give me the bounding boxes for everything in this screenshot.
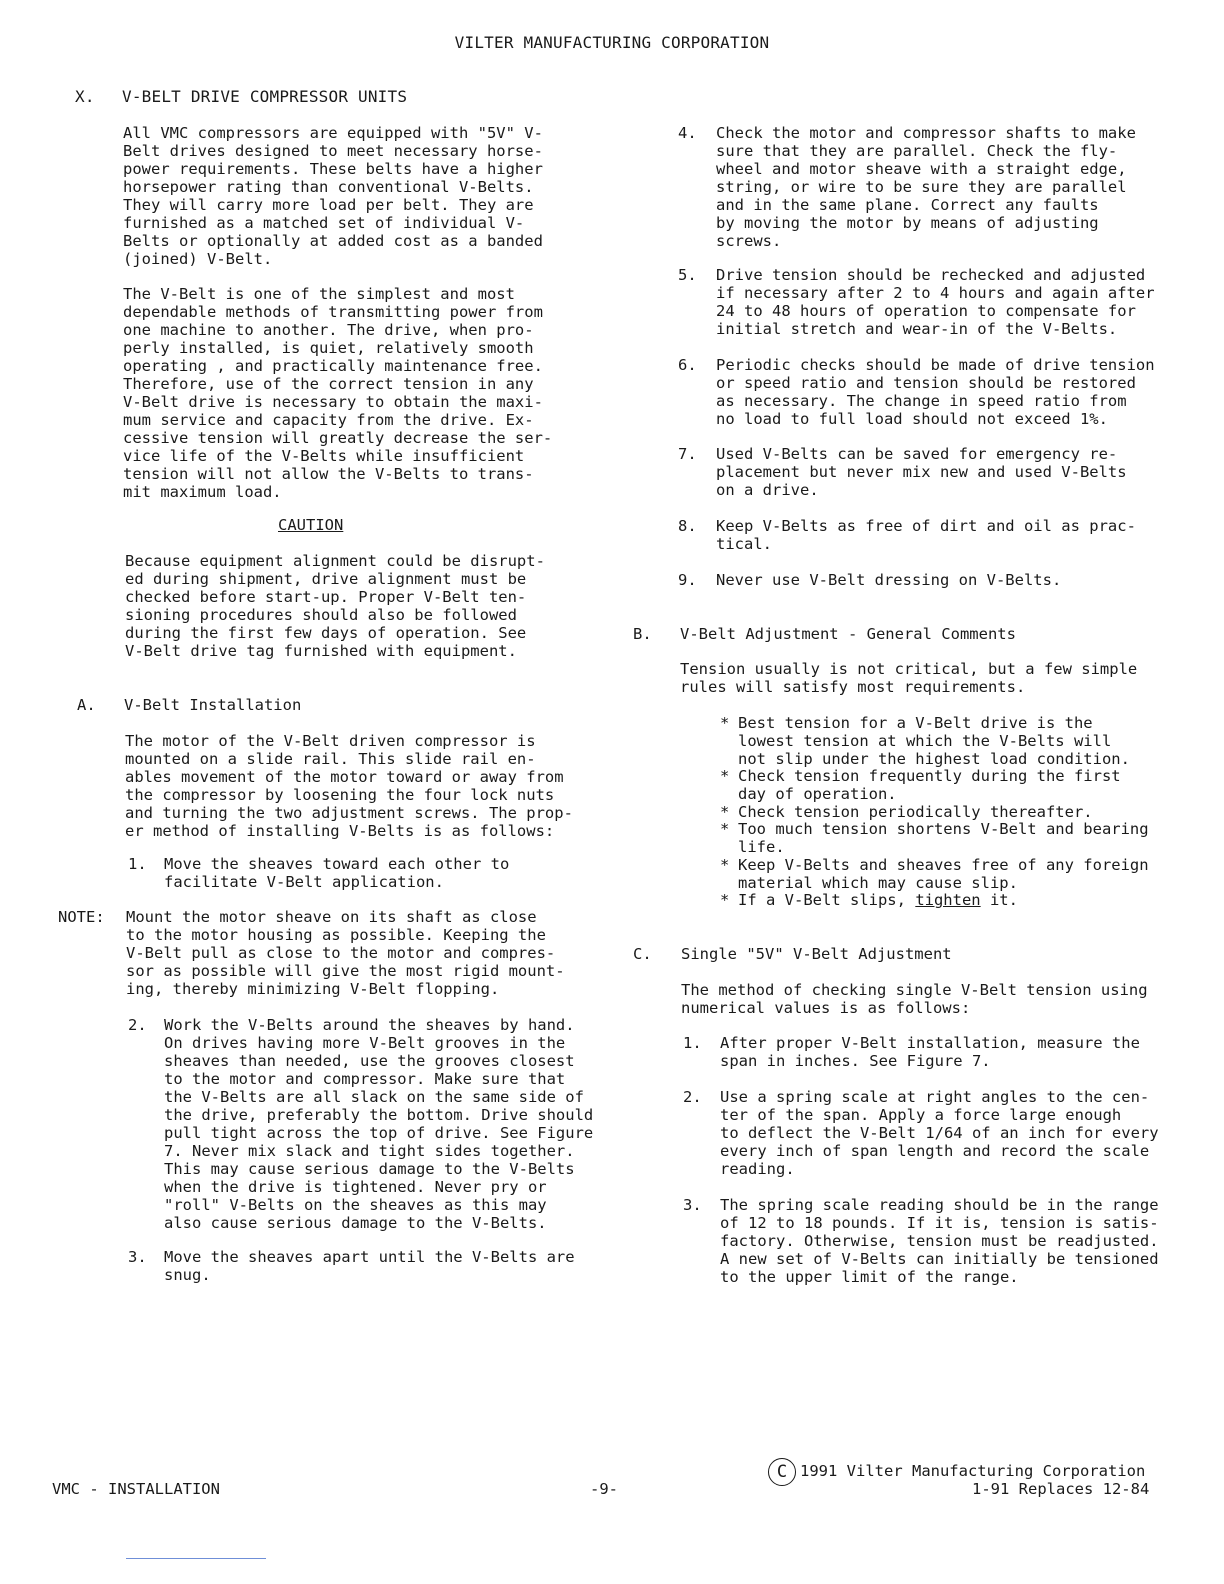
bullet-5-marker: * — [720, 856, 730, 874]
section-a-marker: A. — [77, 696, 96, 714]
step-1-number: 1. — [128, 855, 147, 873]
bullet-6-suffix: it. — [980, 891, 1018, 909]
caution-text: Because equipment alignment could be disrupt- ed during shipment, drive alignment must be checked before start-up. Proper V-Belt ten- sioning procedures should also be followed during the first few days of operation. See V-Belt drive tag furnished with equipment. — [125, 552, 545, 660]
step-3-text: Move the sheaves apart until the V-Belts are snug. — [164, 1248, 575, 1284]
section-b-marker: B. — [633, 625, 652, 643]
step-6-text: Periodic checks should be made of drive tension or speed ratio and tension should be restored as necessary. The change in speed ratio from no load to full load should not exceed 1%. — [716, 356, 1155, 428]
bullet-4-text: Too much tension shortens V-Belt and bearing life. — [738, 820, 1149, 856]
section-a-title: V-Belt Installation — [124, 696, 302, 714]
bottom-rule — [126, 1558, 266, 1559]
bullet-1-text: Best tension for a V-Belt drive is the lowest tension at which the V-Belts will not slip under the highest load condition. — [738, 714, 1130, 768]
adjust-step-3-text: The spring scale reading should be in the range of 12 to 18 pounds. If it is, tension is satis- factory. Otherwise, tension must be readjusted. A new set of V-Belts can initially be tensioned to the upper limit of the range. — [720, 1196, 1159, 1286]
section-c-title: Single "5V" V-Belt Adjustment — [681, 945, 952, 963]
page-header: VILTER MANUFACTURING CORPORATION — [454, 33, 770, 52]
section-x-title: V-BELT DRIVE COMPRESSOR UNITS — [122, 87, 408, 106]
note-text: Mount the motor sheave on its shaft as close to the motor housing as possible. Keeping the V-Belt pull as close to the motor and compres- sor as possible will give the most rigid mount- ing, thereby minimizing V-Belt flopping. — [126, 908, 565, 998]
adjust-step-1-number: 1. — [683, 1034, 702, 1052]
section-b-intro: Tension usually is not critical, but a few simple rules will satisfy most requirements. — [680, 660, 1138, 696]
step-9-text: Never use V-Belt dressing on V-Belts. — [716, 571, 1062, 589]
page-number: -9- — [590, 1480, 618, 1498]
bullet-3-text: Check tension periodically thereafter. — [738, 803, 1093, 821]
bullet-1-marker: * — [720, 714, 730, 732]
step-4-number: 4. — [678, 124, 697, 142]
bullet-6-text — [738, 891, 1178, 909]
step-2-number: 2. — [128, 1016, 147, 1034]
section-a-intro: The motor of the V-Belt driven compressor is mounted on a slide rail. This slide rail en- ables movement of the motor toward or away from the compressor by loosening the four lock nuts and turning the two adjustment screws. The prop- er method of installing V-Belts is as follows: — [125, 732, 573, 840]
adjust-step-2-number: 2. — [683, 1088, 702, 1106]
adjust-step-1-text: After proper V-Belt installation, measure the span in inches. See Figure 7. — [720, 1034, 1140, 1070]
step-6-number: 6. — [678, 356, 697, 374]
bullet-4-marker: * — [720, 820, 730, 838]
bullet-5-text: Keep V-Belts and sheaves free of any foreign material which may cause slip. — [738, 856, 1149, 892]
step-4-text: Check the motor and compressor shafts to make sure that they are parallel. Check the fly- wheel and motor sheave with a straight edge, string, or wire to be sure they are parallel and in the same plane. Correct any faults by moving the motor by means of adjusting screws. — [716, 124, 1136, 250]
revision-text: 1-91 Replaces 12-84 — [972, 1480, 1150, 1498]
section-x-paragraph-1: All VMC compressors are equipped with "5V" V- Belt drives designed to meet necessary horse- power requirements. These belts have a higher horsepower rating than conventional V-Belts. They will carry more load per belt. They are furnished as a matched set of individual V- Belts or optionally at added cost as a banded (joined) V-Belt. — [123, 124, 543, 268]
step-3-number: 3. — [128, 1248, 147, 1266]
section-c-intro: The method of checking single V-Belt tension using numerical values is as follows: — [681, 981, 1148, 1017]
section-x-marker: X. — [75, 87, 95, 106]
step-7-text: Used V-Belts can be saved for emergency re- placement but never mix new and used V-Belts on a drive. — [716, 445, 1127, 499]
step-5-number: 5. — [678, 266, 697, 284]
section-b-title: V-Belt Adjustment - General Comments — [680, 625, 1016, 643]
bullet-6-marker: * — [720, 891, 730, 909]
step-7-number: 7. — [678, 445, 697, 463]
step-9-number: 9. — [678, 571, 697, 589]
adjust-step-3-number: 3. — [683, 1196, 702, 1214]
bullet-2-text: Check tension frequently during the first day of operation. — [738, 767, 1121, 803]
step-2-text: Work the V-Belts around the sheaves by hand. On drives having more V-Belt grooves in the sheaves than needed, use the grooves closest to the motor and compressor. Make sure that the V-Belts are all slack on the same side of the drive, preferably the bottom. Drive should pull tight across the top of drive. See Figure 7. Never mix slack and tight sides together. This may cause serious damage to the V-Belts when the drive is tightened. Never pry or "roll" V-Belts on the sheaves as this may also cause serious damage to the V-Belts. — [164, 1016, 594, 1232]
bullet-3-marker: * — [720, 803, 730, 821]
bullet-2-marker: * — [720, 767, 730, 785]
step-8-number: 8. — [678, 517, 697, 535]
section-x-paragraph-2: The V-Belt is one of the simplest and most dependable methods of transmitting power from one machine to another. The drive, when pro- perly installed, is quiet, relatively smooth operating , and practically maintenance free. Therefore, use of the correct tension in any V-Belt drive is necessary to obtain the maxi- mum service and capacity from the drive. Ex- cessive tension will greatly decrease the ser- vice life of the V-Belts while insufficient tension will not allow the V-Belts to trans- mit maximum load. — [123, 285, 553, 501]
footer-left: VMC - INSTALLATION — [52, 1480, 220, 1498]
caution-heading: CAUTION — [278, 516, 344, 534]
bullet-6-emphasis: tighten — [915, 891, 981, 909]
copyright-text: 1991 Vilter Manufacturing Corporation — [800, 1462, 1146, 1480]
bullet-6-prefix: If a V-Belt slips, — [738, 891, 916, 909]
note-label: NOTE: — [58, 908, 105, 926]
step-8-text: Keep V-Belts as free of dirt and oil as prac- tical. — [716, 517, 1136, 553]
step-5-text: Drive tension should be rechecked and adjusted if necessary after 2 to 4 hours and again after 24 to 48 hours of operation to compensate for initial stretch and wear-in of the V-Belts. — [716, 266, 1155, 338]
step-1-text: Move the sheaves toward each other to facilitate V-Belt application. — [164, 855, 510, 891]
adjust-step-2-text: Use a spring scale at right angles to the cen- ter of the span. Apply a force large enough to deflect the V-Belt 1/64 of an inch for every every inch of span length and record the scale reading. — [720, 1088, 1159, 1178]
section-c-marker: C. — [633, 945, 652, 963]
copyright-icon: C — [768, 1458, 796, 1486]
